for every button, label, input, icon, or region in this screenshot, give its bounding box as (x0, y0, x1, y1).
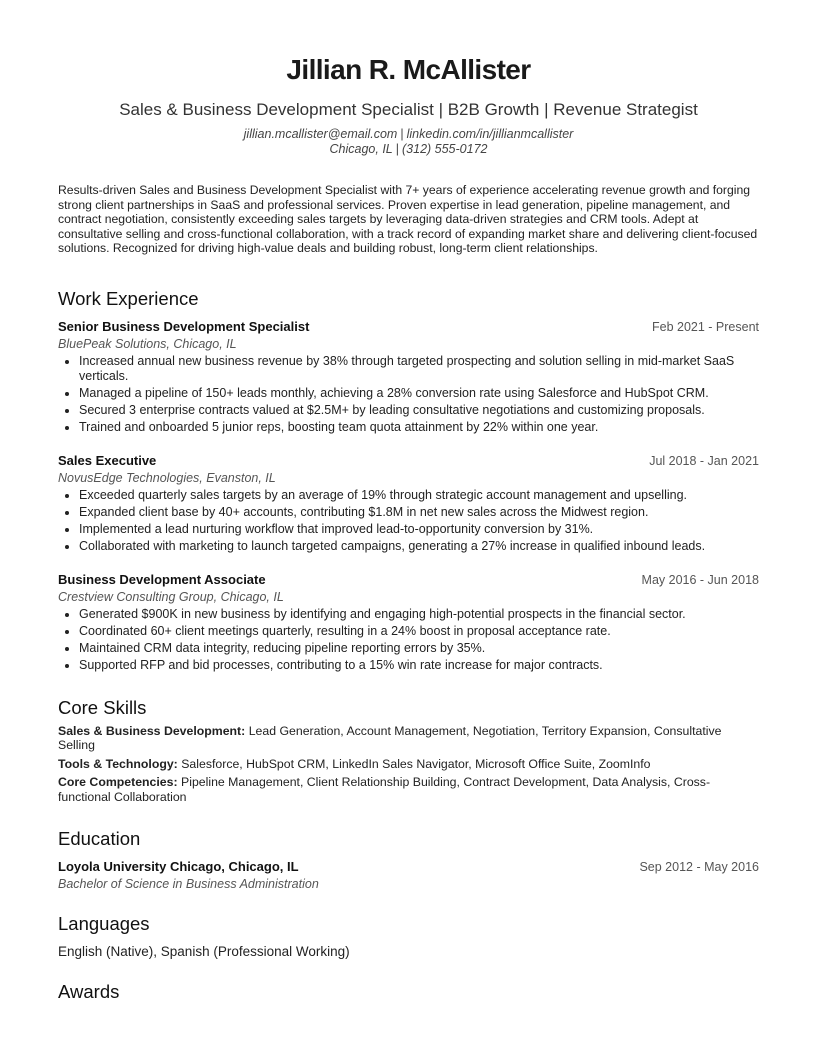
section-title: Work Experience (58, 287, 199, 309)
list-item: • Implemented a lead nurturing workflow that improved lead-to-opportunity conversion by 31%. (79, 522, 759, 537)
skill-group (58, 757, 759, 772)
section-title: Languages (58, 913, 150, 934)
linkedin-link[interactable]: linkedin.com/in/jillianmcallister (406, 127, 574, 141)
location-text: Chicago, IL (329, 142, 393, 156)
skill-group-value: Lead Generation, Account Management, Negotiation, Territory Expansion, Consultative Selling (58, 723, 722, 752)
skill-group-value: Pipeline Management, Client Relationship Building, Contract Development, Data Analysis, Cross-functional Collaboration (58, 775, 711, 804)
job-company: NovusEdge Technologies, Evanston, IL (58, 470, 276, 485)
list-item: • Supported RFP and bid processes, contributing to a 15% win rate increase for major contracts. (79, 658, 759, 673)
skill-group (58, 724, 759, 753)
list-item: • Secured 3 enterprise contracts valued at $2.5M+ by leading consultative negotiations and customizing proposals. (79, 403, 759, 418)
job-title: Senior Business Development Specialist (58, 318, 310, 334)
list-item: • Maintained CRM data integrity, reducing pipeline reporting errors by 35%. (79, 641, 759, 656)
education-section (58, 828, 759, 891)
phone-text: (312) 555-0172 (402, 142, 488, 156)
headline: Sales & Business Development Specialist | B2B Growth | Revenue Strategist (119, 100, 698, 119)
job-entry (58, 572, 759, 673)
job-dates: Feb 2021 - Present (651, 319, 759, 334)
job-bullets (58, 354, 759, 435)
job-bullets (58, 607, 759, 673)
email-link[interactable]: jillian.mcallister@email.com (243, 127, 398, 141)
list-item: • Increased annual new business revenue by 38% through targeted prospecting and solution selling in mid-market SaaS verticals. (79, 354, 759, 384)
list-item: • Managed a pipeline of 150+ leads monthly, achieving a 28% conversion rate using Salesforce and HubSpot CRM. (79, 386, 759, 401)
core-skills-section (58, 697, 759, 805)
contact-separator: | (395, 142, 399, 156)
contact-info (58, 127, 759, 157)
skill-group-label: Core Competencies: (58, 775, 178, 789)
job-bullets (58, 488, 759, 554)
skill-group-value: Salesforce, HubSpot CRM, LinkedIn Sales Navigator, Microsoft Office Suite, ZoomInfo (181, 756, 651, 771)
work-experience-section (58, 288, 759, 673)
education-dates: Sep 2012 - May 2016 (639, 860, 759, 874)
summary-text: Results-driven Sales and Business Development Specialist with 7+ years of experience accelerating revenue growth and forging strong client partnerships in SaaS and professional services. Proven expertise in lead generation, pipeline management, and contract negotiation, consistently exceeding sales targets by leveraging data-driven strategies and CRM tools. Adept at consultative selling and cross-functional collaboration, with a track record of expanding market share and delivering client-focused solutions. Recognized for driving high-value deals and building robust, long-term client relationships. (58, 183, 758, 255)
languages-section (58, 913, 759, 959)
list-item: • Collaborated with marketing to launch targeted campaigns, generating a 27% increase in qualified inbound leads. (79, 539, 759, 554)
skill-group-label: Tools & Technology: (58, 756, 178, 771)
list-item: • Trained and onboarded 5 junior reps, boosting team quota attainment by 22% within one year. (79, 420, 759, 435)
list-item: • Generated $900K in new business by identifying and engaging high-potential prospects in the financial sector. (79, 607, 759, 622)
job-dates: Jul 2018 - Jan 2021 (649, 453, 759, 468)
job-dates: May 2016 - Jun 2018 (641, 572, 759, 587)
candidate-name: Jillian R. McAllister (286, 54, 531, 85)
contact-line-1 (58, 127, 759, 142)
list-item: • Coordinated 60+ client meetings quarterly, resulting in a 24% boost in proposal acceptance rate. (79, 624, 759, 639)
section-title: Awards (58, 981, 120, 1002)
contact-line-2 (58, 142, 759, 157)
degree: Bachelor of Science in Business Administration (58, 877, 319, 891)
job-title: Sales Executive (58, 452, 157, 468)
job-title: Business Development Associate (58, 571, 266, 587)
contact-separator: | (400, 127, 404, 141)
skill-group-label: Sales & Business Development: (58, 723, 246, 738)
resume-page (58, 52, 759, 1003)
skill-group (58, 775, 759, 804)
section-title: Core Skills (58, 696, 147, 718)
job-entry (58, 319, 759, 435)
job-entry (58, 453, 759, 554)
section-title: Education (58, 828, 141, 849)
awards-section (58, 981, 759, 1003)
school-name: Loyola University Chicago, Chicago, IL (58, 859, 299, 874)
list-item: • Exceeded quarterly sales targets by an average of 19% through strategic account management and upselling. (79, 488, 759, 503)
languages-text: English (Native), Spanish (Professional Working) (58, 944, 350, 959)
job-company: BluePeak Solutions, Chicago, IL (58, 336, 237, 351)
job-company: Crestview Consulting Group, Chicago, IL (58, 589, 284, 604)
list-item: • Expanded client base by 40+ accounts, contributing $1.8M in net new sales across the Midwest region. (79, 505, 759, 520)
